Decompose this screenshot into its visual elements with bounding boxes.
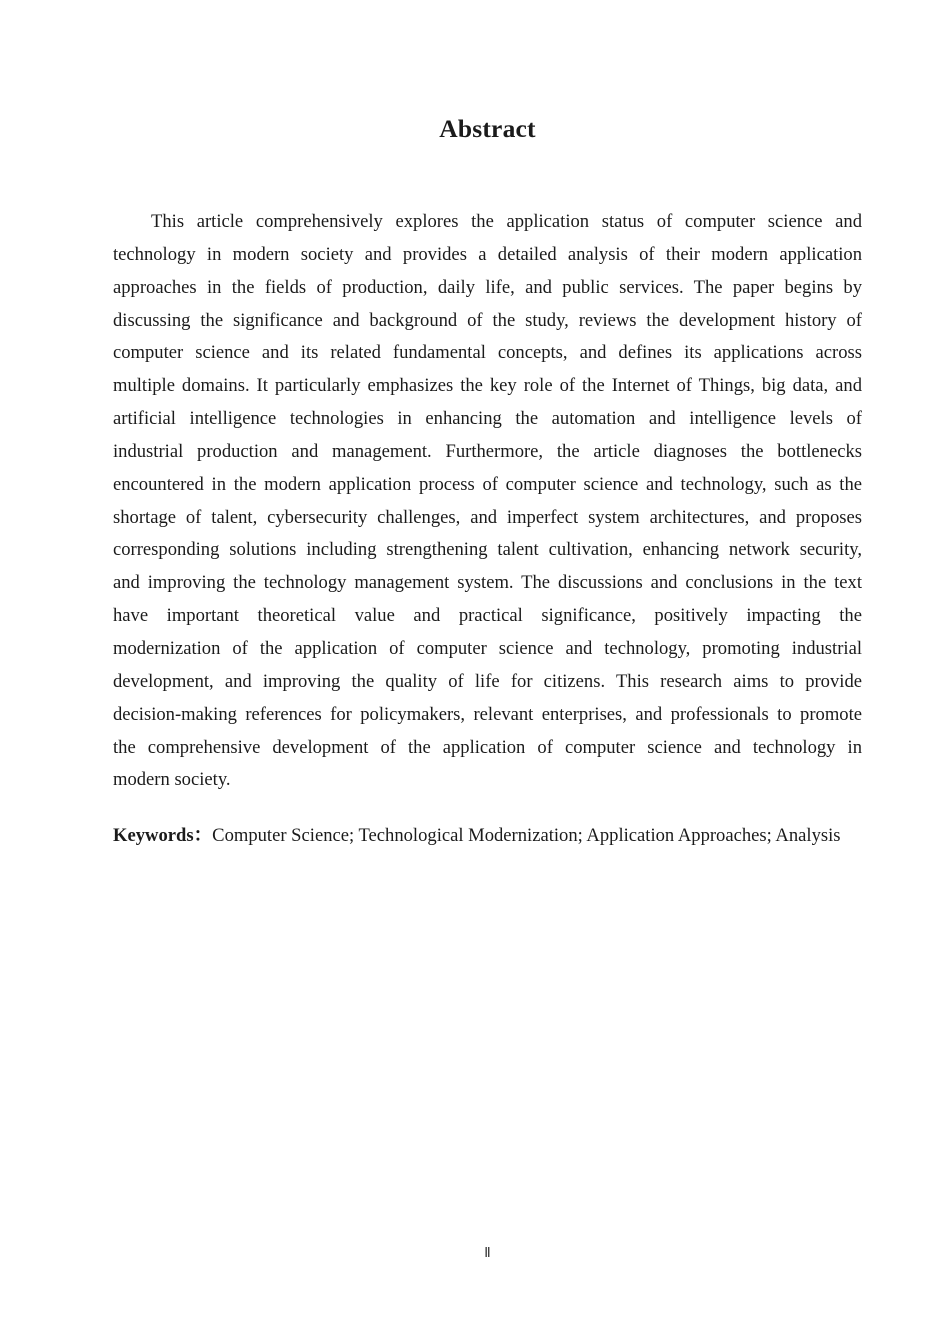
paragraph-line: have important theoretical value and practical significance, positively impacting the — [113, 605, 862, 627]
keywords-label: Keywords： — [113, 825, 213, 846]
paragraph-line: artificial intelligence technologies in enhancing the automation and intelligence levels of — [113, 408, 862, 430]
paragraph-line: development, and improving the quality of life for citizens. This research aims to provide — [113, 670, 862, 692]
paragraph-line: approaches in the fields of production, daily life, and public services. The paper begins by — [113, 276, 862, 298]
paragraph-line: shortage of talent, cybersecurity challenges, and imperfect system architectures, and proposes — [113, 506, 862, 528]
paragraph-line: technology in modern society and provides a detailed analysis of their modern application — [113, 243, 862, 265]
paragraph-line: corresponding solutions including strengthening talent cultivation, enhancing network security, — [113, 539, 862, 561]
paragraph-line: modernization of the application of computer science and technology, promoting industrial — [113, 637, 862, 659]
keywords-line — [113, 819, 862, 852]
paragraph-line: computer science and its related fundamental concepts, and defines its applications across — [113, 342, 862, 364]
paragraph-line: the comprehensive development of the application of computer science and technology in — [113, 736, 862, 758]
paragraph-line: This article comprehensively explores the application status of computer science and — [151, 211, 862, 232]
paragraph-line: encountered in the modern application process of computer science and technology, such as the — [113, 473, 862, 495]
page-number: Ⅱ — [484, 1246, 491, 1261]
abstract-paragraph — [113, 206, 862, 797]
paragraph-line: decision-making references for policymakers, relevant enterprises, and professionals to promote — [113, 703, 862, 725]
paragraph-line: and improving the technology management system. The discussions and conclusions in the text — [113, 572, 862, 594]
paragraph-line: modern society. — [113, 769, 231, 791]
paragraph-line: discussing the significance and background of the study, reviews the development history of — [113, 309, 862, 331]
paragraph-line: industrial production and management. Furthermore, the article diagnoses the bottlenecks — [113, 440, 862, 462]
keywords-text: Computer Science; Technological Modernization; Application Approaches; Analysis — [212, 825, 841, 846]
paragraph-line: multiple domains. It particularly emphasizes the key role of the Internet of Things, big data, and — [113, 375, 862, 397]
page-title: Abstract — [439, 114, 536, 143]
